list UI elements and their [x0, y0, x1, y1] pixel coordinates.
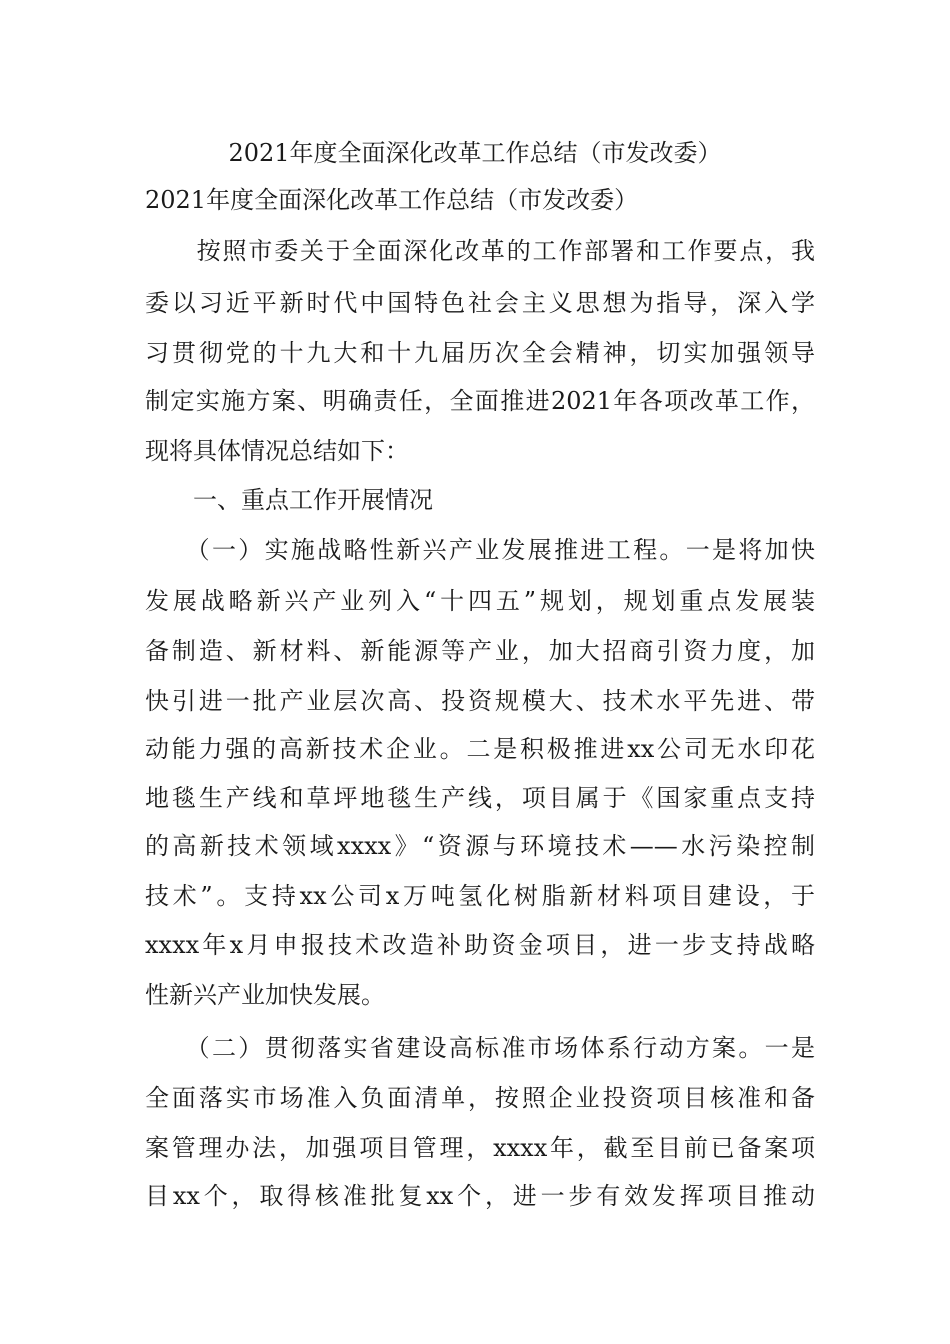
paragraph-line: 全面落实市场准入负面清单，按照企业投资项目核准和备 — [145, 1084, 815, 1112]
paragraph-line: 备制造、新材料、新能源等产业，加大招商引资力度，加 — [145, 637, 815, 665]
paragraph-line: 发展战略新兴产业列入“十四五”规划，规划重点发展装 — [145, 587, 815, 615]
paragraph-line: （二）贯彻落实省建设高标准市场体系行动方案。一是 — [145, 1034, 815, 1062]
paragraph-line: 性新兴产业加快发展。 — [145, 981, 385, 1009]
paragraph-line: 制定实施方案、明确责任，全面推进2021年各项改革工作， — [145, 387, 815, 415]
paragraph-line: 的高新技术领域xxxx》“资源与环境技术——水污染控制 — [145, 832, 815, 860]
document-subtitle: 2021年度全面深化改革工作总结（市发改委） — [145, 186, 639, 214]
paragraph-line: 技术”。支持xx公司x万吨氢化树脂新材料项目建设，于 — [145, 882, 815, 910]
paragraph-line: 现将具体情况总结如下： — [145, 437, 409, 465]
paragraph-line: 快引进一批产业层次高、投资规模大、技术水平先进、带 — [145, 687, 815, 715]
paragraph-line: 按照市委关于全面深化改革的工作部署和工作要点，我 — [145, 237, 815, 265]
paragraph-line: 案管理办法，加强项目管理，xxxx年，截至目前已备案项 — [145, 1134, 815, 1162]
paragraph-line: （一）实施战略性新兴产业发展推进工程。一是将加快 — [145, 536, 815, 564]
paragraph-line: 动能力强的高新技术企业。二是积极推进xx公司无水印花 — [145, 735, 815, 763]
paragraph-line: xxxx年x月申报技术改造补助资金项目，进一步支持战略 — [145, 931, 815, 959]
section-heading: 一、重点工作开展情况 — [145, 486, 433, 514]
paragraph-line: 地毯生产线和草坪地毯生产线，项目属于《国家重点支持 — [145, 784, 815, 812]
paragraph-line: 习贯彻党的十九大和十九届历次全会精神，切实加强领导 — [145, 339, 815, 367]
paragraph-line: 目xx个，取得核准批复xx个，进一步有效发挥项目推动 — [145, 1182, 815, 1210]
paragraph-line: 委以习近平新时代中国特色社会主义思想为指导，深入学 — [145, 289, 815, 317]
document-title: 2021年度全面深化改革工作总结（市发改委） — [228, 139, 722, 167]
